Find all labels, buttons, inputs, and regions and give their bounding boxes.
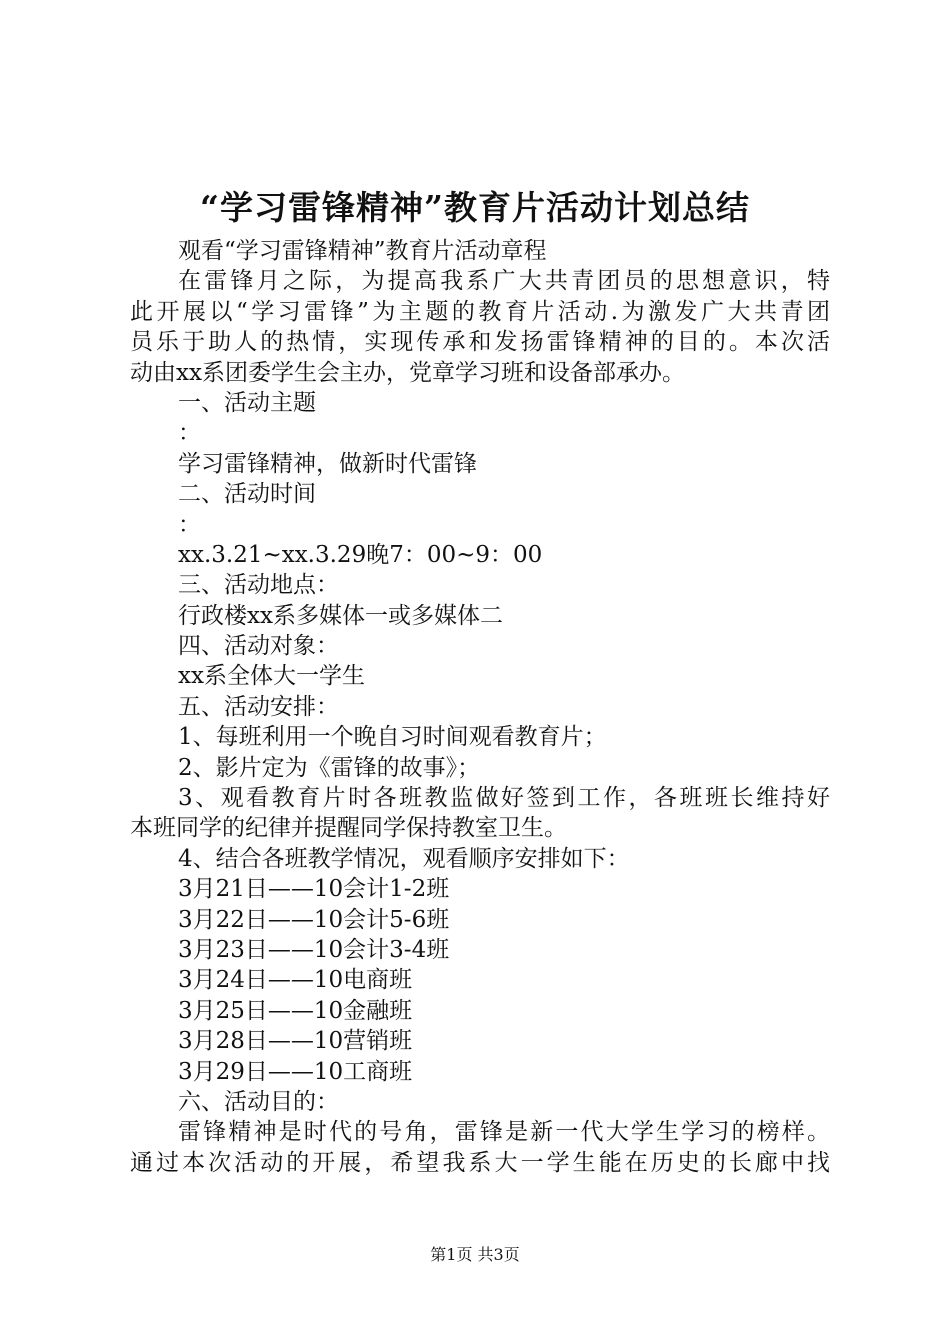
schedule-item: 3月22日——10会计5-6班 [178, 906, 450, 933]
schedule-item: 3月25日——10金融班 [178, 997, 413, 1024]
body-line: 观看“学习雷锋精神”教育片活动章程 [178, 238, 547, 264]
list-item: 4、结合各班教学情况，观看顺序安排如下： [178, 845, 630, 872]
schedule-item: 3月28日——10营销班 [178, 1028, 413, 1055]
body-line: 此开展以“学习雷锋”为主题的教育片活动.为激发广大共青团 [130, 298, 830, 325]
body-line: xx系全体大一学生 [178, 663, 365, 690]
body-line: 雷锋精神是时代的号角，雷锋是新一代大学生学习的榜样。 [178, 1119, 830, 1146]
section-heading: 一、活动主题 [178, 389, 316, 416]
body-line: ： [178, 511, 201, 538]
schedule-item: 3月29日——10工商班 [178, 1058, 413, 1085]
body-line: 动由xx系团委学生会主办，党章学习班和设备部承办。 [130, 359, 685, 386]
list-item: 3、观看教育片时各班教监做好签到工作，各班班长维持好 [178, 785, 830, 812]
section-heading: 四、活动对象： [178, 633, 339, 660]
section-heading: 五、活动安排： [178, 693, 339, 720]
body-line: 通过本次活动的开展，希望我系大一学生能在历史的长廊中找 [130, 1149, 830, 1176]
section-heading: 三、活动地点： [178, 572, 339, 599]
list-item: 2、影片定为《雷锋的故事》； [178, 754, 481, 781]
page-footer: 第1页 共3页 [430, 1245, 520, 1264]
schedule-item: 3月24日——10电商班 [178, 967, 413, 994]
section-heading: 六、活动目的： [178, 1088, 339, 1115]
body-line: 员乐于助人的热情，实现传承和发扬雷锋精神的目的。本次活 [130, 329, 830, 356]
body-line: 在雷锋月之际，为提高我系广大共青团员的思想意识，特 [178, 268, 830, 295]
body-line: 行政楼xx系多媒体一或多媒体二 [178, 602, 503, 629]
list-item: 1、每班利用一个晚自习时间观看教育片； [178, 724, 607, 751]
document-body [130, 236, 830, 1178]
document-title: “学习雷锋精神”教育片活动计划总结 [200, 188, 750, 227]
schedule-item: 3月23日——10会计3-4班 [178, 936, 450, 963]
section-heading: 二、活动时间 [178, 481, 316, 508]
body-line: 本班同学的纪律并提醒同学保持教室卫生。 [130, 815, 567, 842]
schedule-item: 3月21日——10会计1-2班 [178, 876, 450, 903]
body-line: ： [178, 420, 201, 447]
body-line: xx.3.21~xx.3.29晚7：00~9：00 [178, 541, 543, 568]
body-line: 学习雷锋精神，做新时代雷锋 [178, 450, 477, 477]
